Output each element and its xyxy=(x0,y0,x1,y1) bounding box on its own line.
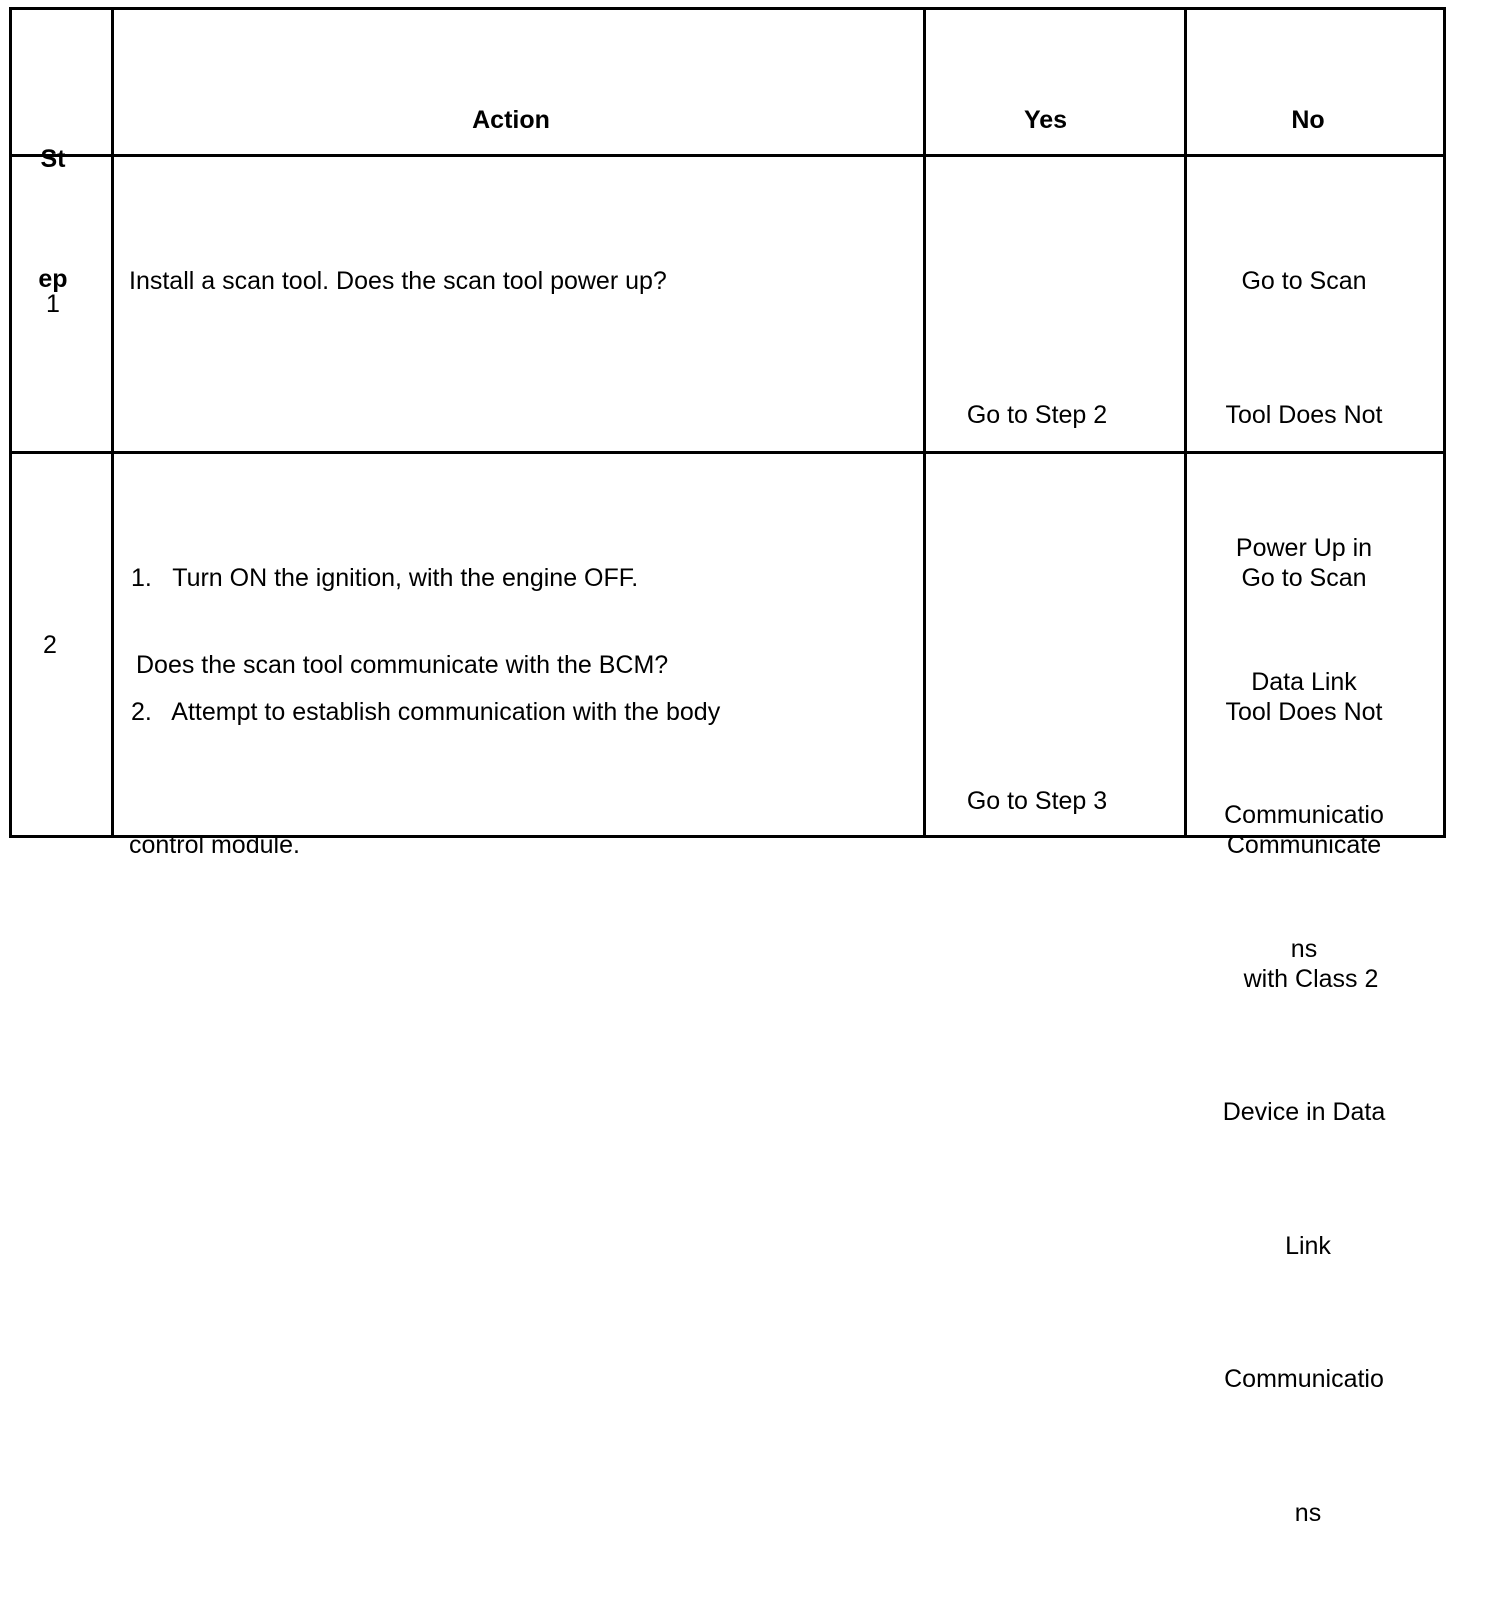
row1-action-text xyxy=(129,170,667,393)
header-no-label: No xyxy=(1291,106,1325,134)
row1-yes-text: Go to Step 2 xyxy=(966,401,1108,429)
row1-no-line: ns xyxy=(1290,934,1318,963)
diagnostic-table xyxy=(9,7,1446,1527)
row2-action-line: 2. Attempt to establish communication with the body xyxy=(131,697,721,726)
row2-action-text xyxy=(129,467,720,957)
row2-action-question: Does the scan tool communicate with the BCM? xyxy=(136,651,669,679)
row2-no-line: with Class 2 xyxy=(1243,964,1379,993)
row2-no-line: Device in Data xyxy=(1222,1098,1386,1126)
row1-no-line: Go to Scan xyxy=(1241,267,1367,295)
header-action-label: Action xyxy=(472,106,550,134)
row1-no-line: Data Link xyxy=(1251,667,1357,696)
row2-no-line: Tool Does Not xyxy=(1225,697,1383,726)
row2-no-line: ns xyxy=(1294,1498,1322,1527)
header-yes-label: Yes xyxy=(1023,106,1068,134)
row2-no-line: Link xyxy=(1285,1231,1331,1260)
row2-action-line: control module. xyxy=(129,831,300,859)
row2-yes-text: Go to Step 3 xyxy=(966,787,1108,815)
row2-no-line: Communicatio xyxy=(1224,1365,1384,1393)
row1-no-line: Communicatio xyxy=(1224,801,1384,829)
row2-step-number: 2 xyxy=(43,631,57,659)
header-step-line: St xyxy=(40,145,66,173)
header-step-label xyxy=(9,59,97,379)
row2-no-line: Go to Scan xyxy=(1241,564,1367,592)
row1-no-line: Power Up in xyxy=(1235,534,1373,562)
row1-step-number: 1 xyxy=(46,290,60,318)
row1-action-line: Install a scan tool. Does the scan tool power up? xyxy=(129,267,667,295)
row2-no-line: Communicate xyxy=(1226,831,1382,859)
row2-no-text xyxy=(1184,467,1424,1624)
header-step-line: ep xyxy=(38,265,68,293)
row1-no-line: Tool Does Not xyxy=(1225,400,1383,429)
row2-action-line: 1. Turn ON the ignition, with the engine OFF. xyxy=(131,564,639,592)
